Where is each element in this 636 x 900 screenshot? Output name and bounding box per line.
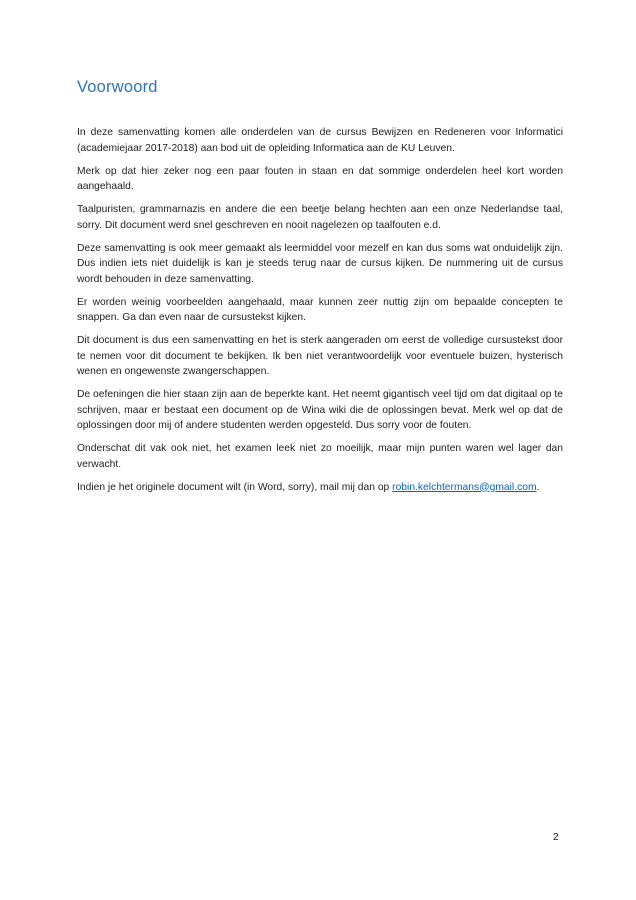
paragraph-7: De oefeningen die hier staan zijn aan de beperkte kant. Het neemt gigantisch veel tijd om dat digitaal op te schrijven, maar er bestaat een document op de Wina wiki die de oplossingen bevat. Merk wel op dat de oplossingen door mij of andere studenten werden opgesteld. Dus sorry voor de fouten.: [77, 389, 563, 431]
contact-suffix: .: [536, 481, 540, 493]
paragraph-3: Taalpuristen, grammarnazis en andere die een beetje belang hechten aan een onze Nederlandse taal, sorry. Dit document werd snel geschreven en nooit nagelezen op taalfouten e.d.: [77, 204, 563, 231]
paragraph-5: Er worden weinig voorbeelden aangehaald, maar kunnen zeer nuttig zijn om bepaalde concepten te snappen. Ga dan even naar de cursustekst kijken.: [77, 296, 563, 323]
paragraph-2: Merk op dat hier zeker nog een paar fouten in staan en dat sommige onderdelen heel kort worden aangehaald.: [77, 165, 563, 192]
contact-text: Indien je het originele document wilt (in Word, sorry), mail mij dan op: [77, 481, 393, 493]
paragraph-8: Onderschat dit vak ook niet, het examen leek niet zo moeilijk, maar mijn punten waren wel lager dan verwacht.: [77, 443, 563, 470]
page-heading: Voorwoord: [77, 78, 158, 96]
paragraph-contact: [77, 480, 563, 496]
page-number: 2: [553, 832, 559, 843]
body-text: [77, 125, 563, 503]
paragraph-1: In deze samenvatting komen alle onderdelen van de cursus Bewijzen en Redeneren voor Informatici (academiejaar 2017-2018) aan bod uit de opleiding Informatica aan de KU Leuven.: [77, 127, 563, 154]
paragraph-4: Deze samenvatting is ook meer gemaakt als leermiddel voor mezelf en kan dus soms wat onduidelijk zijn. Dus indien iets niet duidelijk is kan je steeds terug naar de cursus kijken. De nummering uit de cursus wordt behouden in deze samenvatting.: [77, 242, 563, 285]
email-link[interactable]: robin.kelchtermans@gmail.com: [392, 481, 537, 493]
paragraph-6: Dit document is dus een samenvatting en het is sterk aangeraden om eerst de volledige cursustekst door te nemen voor dit document te bekijken. Ik ben niet verantwoordelijk voor eventuele buizen, hysterisch wenen en ongewenste zwangerschappen.: [77, 335, 563, 377]
